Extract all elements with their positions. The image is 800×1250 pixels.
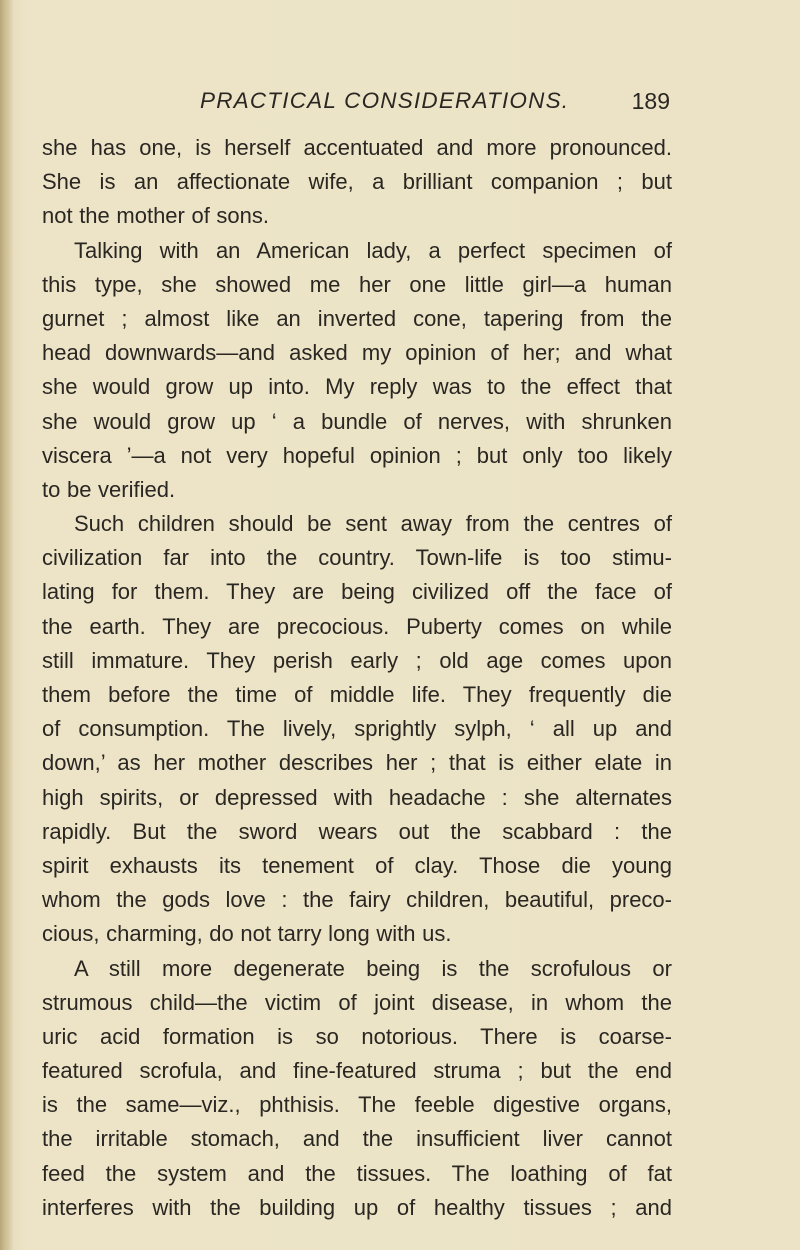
- text-line: spirit exhausts its tenement of clay. Those die young: [42, 852, 672, 878]
- text-line: Talking with an American lady, a perfect specimen of: [74, 237, 672, 263]
- text-line: uric acid formation is so notorious. There is coarse-: [42, 1023, 672, 1049]
- text-line: whom the gods love : the fairy children, beautiful, preco-: [42, 887, 672, 913]
- text-line: still immature. They perish early ; old age comes upon: [42, 647, 672, 673]
- text-line: gurnet ; almost like an inverted cone, tapering from the: [42, 305, 672, 331]
- text-line: this type, she showed me her one little girl—a human: [42, 271, 672, 297]
- text-line: Such children should be sent away from the centres of: [74, 511, 672, 537]
- text-line: she would grow up ‘ a bundle of nerves, with shrunken: [42, 408, 672, 434]
- text-line: feed the system and the tissues. The loathing of fat: [42, 1160, 672, 1186]
- running-title: PRACTICAL CONSIDERATIONS.: [200, 88, 570, 113]
- text-line: she would grow up into. My reply was to the effect that: [42, 374, 672, 400]
- text-line: the irritable stomach, and the insufficient liver cannot: [42, 1126, 672, 1152]
- text-line: head downwards—and asked my opinion of her; and what: [42, 340, 672, 366]
- text-line: high spirits, or depressed with headache : she alternates: [42, 784, 672, 810]
- text-line: of consumption. The lively, sprightly sylph, ‘ all up and: [42, 716, 672, 742]
- text-line: them before the time of middle life. They frequently die: [42, 682, 672, 707]
- text-line: featured scrofula, and fine-featured struma ; but the end: [42, 1058, 672, 1084]
- text-line: she has one, is herself accentuated and more pronounced.: [42, 135, 672, 160]
- text-line: strumous child—the victim of joint disease, in whom the: [42, 989, 672, 1015]
- page-number: 189: [631, 88, 670, 114]
- page-binding-edge: [0, 0, 14, 1250]
- page-header: [200, 84, 670, 118]
- text-line: interferes with the building up of healthy tissues ; and: [42, 1194, 672, 1220]
- text-line: viscera ’—a not very hopeful opinion ; but only too likely: [42, 442, 672, 468]
- text-line: is the same—viz., phthisis. The feeble digestive organs,: [42, 1092, 672, 1118]
- text-line: not the mother of sons.: [42, 203, 270, 229]
- text-line: rapidly. But the sword wears out the scabbard : the: [42, 818, 672, 844]
- text-line: down,’ as her mother describes her ; that is either elate in: [42, 750, 672, 776]
- text-line: cious, charming, do not tarry long with us.: [42, 921, 452, 947]
- text-line: civilization far into the country. Town-life is too stimu-: [42, 545, 672, 571]
- body-text: [42, 131, 672, 1225]
- text-line: A still more degenerate being is the scrofulous or: [74, 955, 672, 981]
- text-line: the earth. They are precocious. Puberty comes on while: [42, 613, 672, 639]
- text-line: to be verified.: [42, 476, 176, 502]
- text-line: lating for them. They are being civilized off the face of: [42, 579, 672, 605]
- text-line: She is an affectionate wife, a brilliant companion ; but: [42, 169, 672, 195]
